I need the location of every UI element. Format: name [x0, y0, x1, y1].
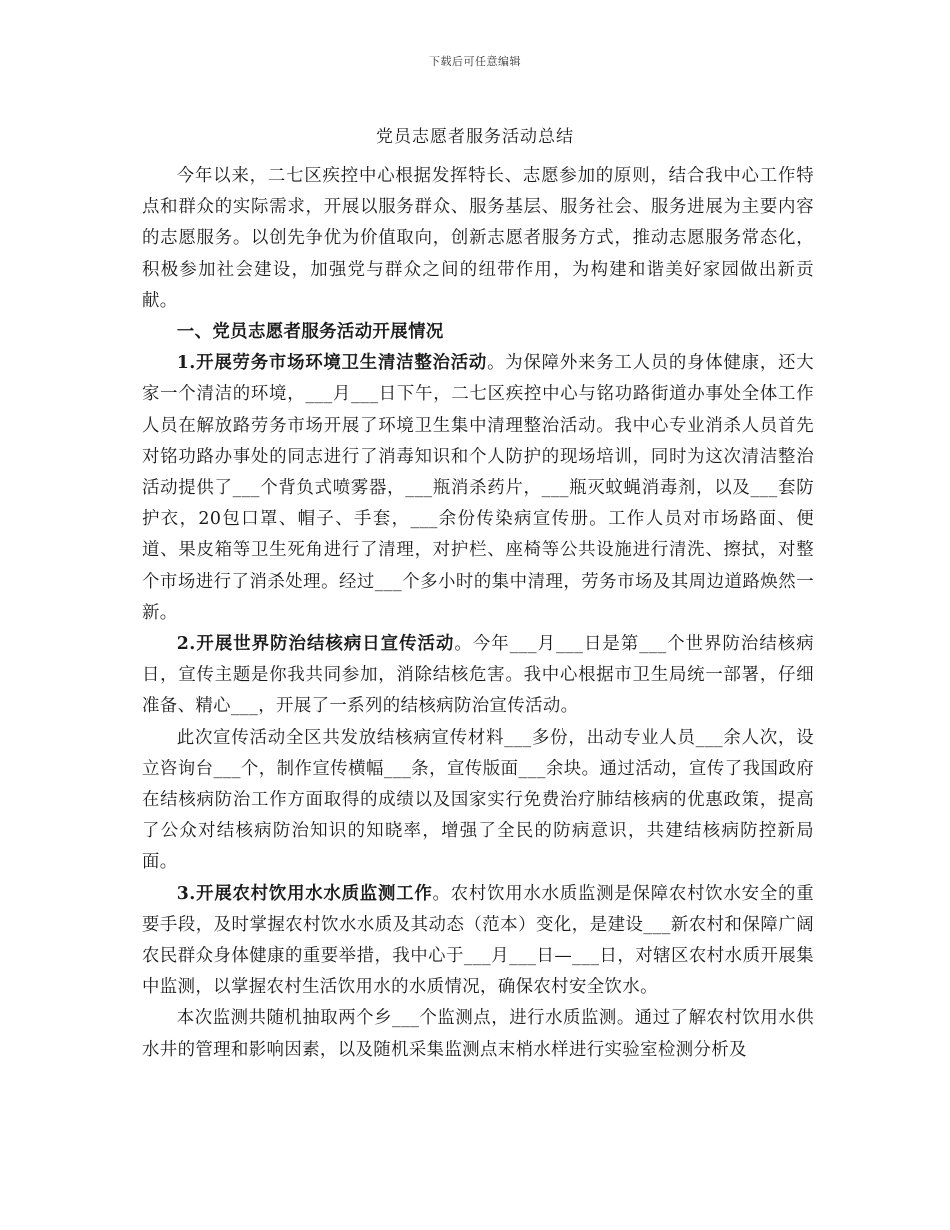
item-paragraph-1	[142, 348, 814, 629]
paragraph-text: 今年以来，二七区疾控中心根据发挥特长、志愿参加的原则，结合我中心工作特点和群众的实际需求，开展以服务群众、服务基层、服务社会、服务进展为主要内容的志愿服务。以创先争优为价值取向，创新志愿者服务方式，推动志愿服务常态化，积极参加社会建设，加强党与群众之间的纽带作用，为构建和谐美好家园做出新贡献。	[142, 166, 814, 311]
document-title: 党员志愿者服务活动总结	[376, 127, 574, 147]
item-heading: 2.开展世界防治结核病日宣传活动	[176, 634, 455, 655]
item-paragraph-3	[142, 879, 814, 1004]
body-paragraph	[142, 723, 814, 879]
item-paragraph-2	[142, 629, 814, 723]
paragraph-text: 。今年___月___日是第___个世界防治结核病日，宣传主题是你我共同参加，消除结核危害。我中心根据市卫生局统一部署，仔细准备、精心___，开展了一系列的结核病防治宣传活动。	[142, 634, 815, 717]
paragraph-text: 。农村饮用水水质监测是保障农村饮水安全的重要手段，及时掌握农村饮水水质及其动态（范本）变化，是建设___新农村和保障广阔农民群众身体健康的重要举措，我中心于___月___日—___日，对辖区农村水质开展集中监测，以掌握农村生活饮用水的水质情况，确保农村安全饮水。	[142, 883, 815, 998]
intro-paragraph	[142, 161, 814, 317]
item-heading: 1.开展劳务市场环境卫生清洁整治活动	[176, 353, 488, 374]
paragraph-text: 。为保障外来务工人员的身体健康，还大家一个清洁的环境，___月___日下午，二七区疾控中心与铭功路街道办事处全体工作人员在解放路劳务市场开展了环境卫生集中清理整治活动。我中心专业消杀人员首先对铭功路办事处的同志进行了消毒知识和个人防护的现场培训，同时为这次清洁整治活动提供了___个背负式喷雾器，___瓶消杀药片，___瓶灭蚊蝇消毒剂，以及___套防护衣，20包口罩、帽子、手套，___余份传染病宣传册。工作人员对市场路面、便道、果皮箱等卫生死角进行了清理，对护栏、座椅等公共设施进行清洗、擦拭，对整个市场进行了消杀处理。经过___个多小时的集中清理，劳务市场及其周边道路焕然一新。	[142, 353, 815, 623]
paragraph-text: 此次宣传活动全区共发放结核病宣传材料___多份，出动专业人员___余人次，设立咨询台___个，制作宣传横幅___条，宣传版面___余块。通过活动，宣传了我国政府在结核病防治工作方面取得的成绩以及国家实行免费治疗肺结核病的优惠政策，提高了公众对结核病防治知识的知晓率，增强了全民的防病意识，共建结核病防控新局面。	[142, 727, 814, 873]
document-body	[142, 161, 814, 1066]
paragraph-text: 本次监测共随机抽取两个乡___个监测点，进行水质监测。通过了解农村饮用水供水井的管理和影响因素，以及随机采集监测点末梢水样进行实验室检测分析及	[142, 1008, 814, 1060]
section-heading-text: 一、党员志愿者服务活动开展情况	[176, 322, 444, 343]
section-heading	[142, 317, 814, 348]
item-heading: 3.开展农村饮用水水质监测工作	[176, 883, 433, 904]
body-paragraph	[142, 1003, 814, 1065]
page-header-note: 下载后可任意编辑	[429, 55, 521, 68]
